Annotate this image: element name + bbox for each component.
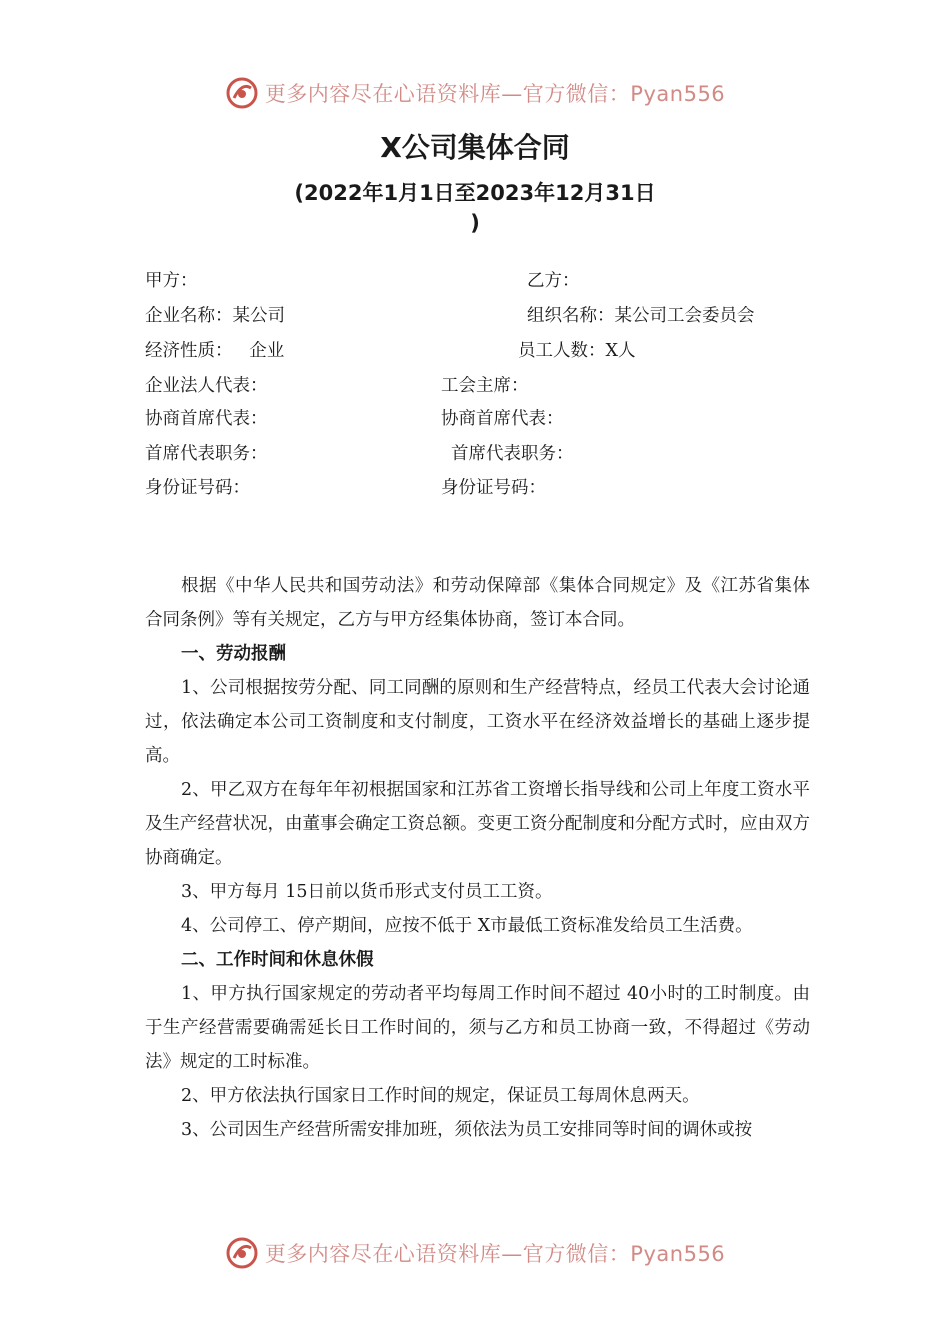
- employee-count: 员工人数：X人: [518, 341, 636, 361]
- org-name: 组织名称：某公司工会委员会: [527, 306, 755, 326]
- watermark-banner-top: [0, 73, 950, 113]
- id-number-b: 身份证号码：: [441, 478, 546, 498]
- party-a-label: 甲方：: [145, 271, 198, 291]
- watermark-text: 更多内容尽在心语资料库—官方微信：Pyan556: [264, 1242, 726, 1266]
- watermark-logo-icon: [225, 76, 259, 110]
- company-name: 企业名称：某公司: [145, 306, 285, 326]
- contract-body: [145, 569, 810, 1147]
- economic-nature: 经济性质： 企业: [145, 341, 285, 361]
- clause-paragraph: 2、甲乙双方在每年年初根据国家和江苏省工资增长指导线和公司上年度工资水平及生产经营状况，由董事会确定工资总额。变更工资分配制度和分配方式时，应由双方协商确定。: [145, 780, 810, 868]
- legal-representative: 企业法人代表：: [145, 376, 268, 396]
- section-heading-working-hours: 二、工作时间和休息休假: [181, 950, 374, 970]
- union-chair: 工会主席：: [441, 376, 529, 396]
- clause-paragraph: 1、公司根据按劳分配、同工同酬的原则和生产经营特点，经员工代表大会讨论通过，依法确定本公司工资制度和支付制度，工资水平在经济效益增长的基础上逐步提高。: [145, 678, 810, 766]
- watermark-text: 更多内容尽在心语资料库—官方微信：Pyan556: [264, 82, 726, 106]
- intro-paragraph: 根据《中华人民共和国劳动法》和劳动保障部《集体合同规定》及《江苏省集体合同条例》等有关规定，乙方与甲方经集体协商，签订本合同。: [145, 576, 810, 630]
- clause-paragraph: 3、甲方每月 15日前以货币形式支付员工工资。: [181, 882, 553, 902]
- id-number-a: 身份证号码：: [145, 478, 250, 498]
- clause-paragraph: 3、公司因生产经营所需安排加班，须依法为员工安排同等时间的调休或按: [181, 1120, 753, 1140]
- contract-period-line2: ): [470, 211, 480, 235]
- contract-period-line1: (2022年1月1日至2023年12月31日: [294, 181, 656, 205]
- clause-paragraph: 4、公司停工、停产期间，应按不低于 X市最低工资标准发给员工生活费。: [181, 916, 753, 936]
- page-title: X公司集体合同: [380, 131, 570, 164]
- chief-rep-b: 协商首席代表：: [441, 409, 564, 429]
- chief-rep-a: 协商首席代表：: [145, 409, 268, 429]
- clause-paragraph: 2、甲方依法执行国家日工作时间的规定，保证员工每周休息两天。: [181, 1086, 700, 1106]
- section-heading-remuneration: 一、劳动报酬: [181, 644, 286, 664]
- chief-title-a: 首席代表职务：: [145, 444, 268, 464]
- chief-title-b: 首席代表职务：: [451, 444, 574, 464]
- clause-paragraph: 1、甲方执行国家规定的劳动者平均每周工作时间不超过 40小时的工时制度。由于生产经营需要确需延长日工作时间的，须与乙方和员工协商一致，不得超过《劳动法》规定的工时标准。: [145, 984, 810, 1072]
- watermark-logo-icon: [225, 1236, 259, 1270]
- party-b-label: 乙方：: [527, 271, 580, 291]
- watermark-banner-bottom: [0, 1233, 950, 1273]
- contract-period: [0, 178, 950, 238]
